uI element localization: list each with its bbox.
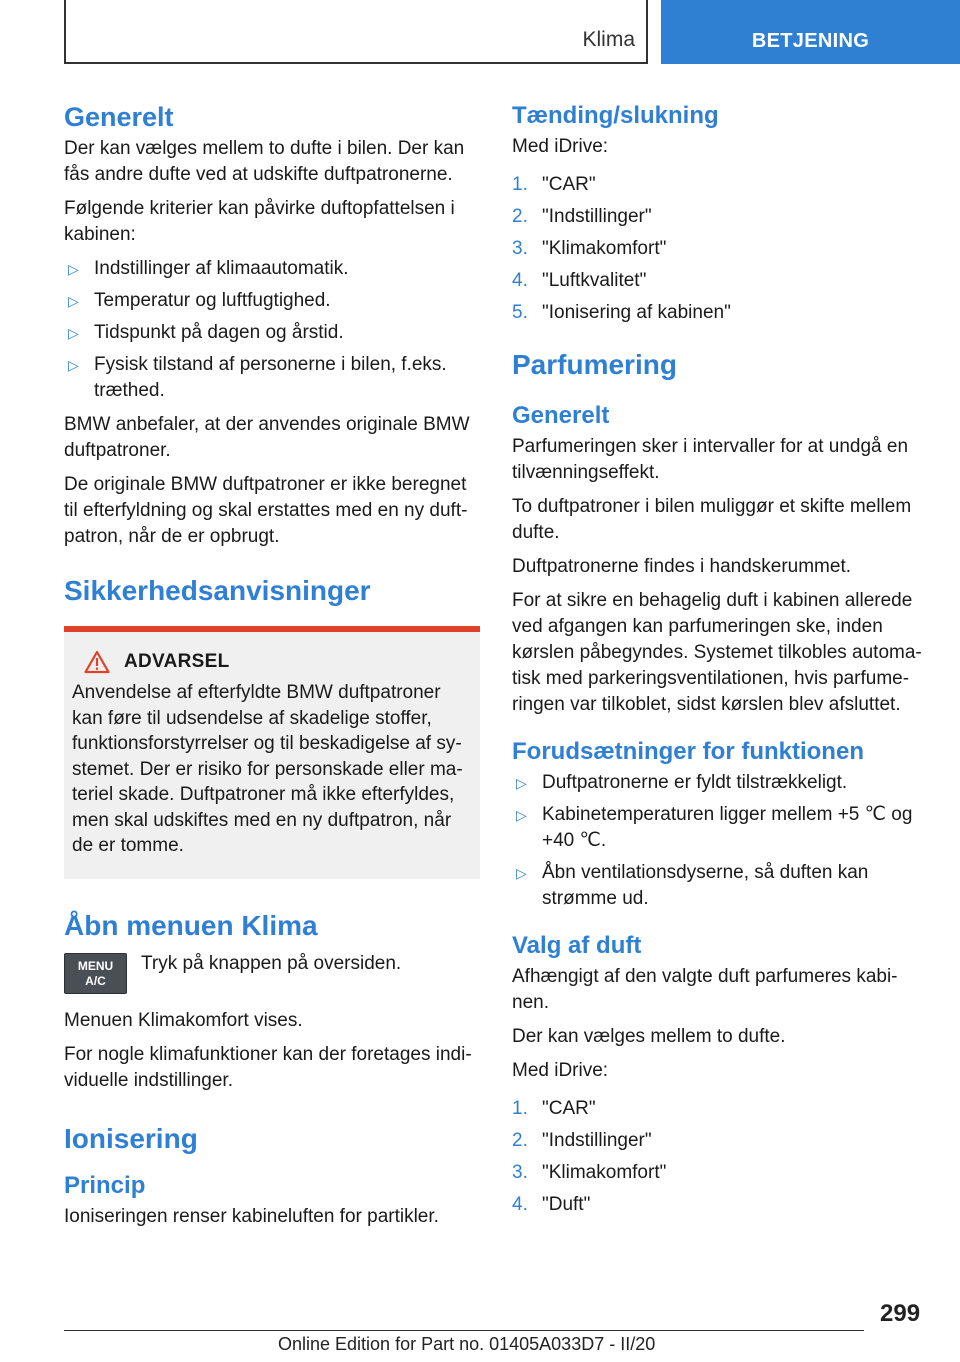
menu-ac-button-icon: MENU A/C [64, 953, 127, 994]
paragraph: Parfumeringen sker i intervaller for at undgå en tilvænningseffekt. [512, 436, 909, 483]
triangle-bullet-icon: ▷ [68, 357, 79, 373]
list-item: ▷ Indstillinger af klimaautomatik. [64, 256, 480, 282]
heading-safety: Sikkerhedsanvisninger [64, 575, 371, 606]
footer-divider [64, 1330, 864, 1331]
paragraph: Der kan vælges mellem to dufte i bilen. Der kan fås andre dufte ved at udskifte duftpatronerne. [64, 138, 465, 185]
warning-header [72, 650, 472, 674]
triangle-bullet-icon: ▷ [516, 807, 527, 823]
list-item: ▷ Kabinetemperaturen ligger mellem +5 ℃ og +40 ℃. [516, 804, 913, 851]
triangle-bullet-icon: ▷ [68, 325, 79, 341]
heading-general: Generelt [64, 102, 174, 132]
heading-principle: Princip [64, 1171, 146, 1199]
triangle-bullet-icon: ▷ [516, 865, 527, 881]
warning-title: ADVARSEL [124, 651, 230, 672]
paragraph: Følgende kriterier kan påvirke duftopfattelsen i kabinen: [64, 198, 455, 245]
footer-edition: Online Edition for Part no. 01405A033D7 - II/20 [278, 1334, 656, 1354]
paragraph: Duftpatronerne findes i handskerummet. [512, 556, 852, 577]
paragraph: Menuen Klimakomfort vises. [64, 1009, 303, 1031]
paragraph: Med iDrive: [512, 1060, 609, 1081]
heading-prerequisites: Forudsætninger for funktionen [512, 738, 864, 765]
paragraph: Afhængigt af den valgte duft parfumeres kabi-nen. [512, 966, 898, 1013]
triangle-bullet-icon: ▷ [516, 775, 527, 791]
header-section-title: Klima [582, 28, 635, 51]
paragraph: De originale BMW duftpatroner er ikke beregnet til efterfyldning og skal erstattes med en ny duft-patron, når de er opbrugt. [64, 474, 468, 547]
menu-instruction-text: Tryk på knappen på oversiden. [141, 952, 402, 974]
list-item: ▷ Tidspunkt på dagen og årstid. [64, 320, 480, 346]
list-item: ▷ Åbn ventilationsdyserne, så duften kan strømme ud. [516, 862, 869, 909]
paragraph: Med iDrive: [512, 136, 609, 157]
header-frame [64, 0, 648, 64]
heading-on-off: Tænding/slukning [512, 102, 719, 129]
heading-perfume: Parfumering [512, 349, 677, 380]
list-item: 4. "Luftkvalitet" [512, 270, 647, 291]
list-item: 2. "Indstillinger" [512, 206, 652, 227]
list-item: 1. "CAR" [512, 174, 596, 195]
menu-instruction [64, 951, 480, 994]
warning-text: Anvendelse af efterfyldte BMW duftpatroner kan føre til udsendelse af skadelige stoffer, funktionsforstyrrelser og til beskadigelse af sy-stemet. Der er risiko for personskade eller ma-teriel skade. Duftpatroner må ikke efterfyldes, men skal udskiftes med en ny duftpatron, når de er tomme. [72, 682, 463, 856]
paragraph: Ioniseringen renser kabineluften for partikler. [64, 1205, 439, 1227]
list-item: 3. "Klimakomfort" [512, 238, 667, 259]
list-item: ▷ Duftpatronerne er fyldt tilstrækkeligt. [512, 770, 932, 796]
criteria-list [64, 256, 480, 404]
paragraph: Der kan vælges mellem to dufte. [512, 1026, 786, 1047]
list-item: 4. "Duft" [512, 1194, 591, 1215]
paragraph: To duftpatroner i bilen muliggør et skifte mellem dufte. [512, 496, 912, 543]
list-item: 1. "CAR" [512, 1098, 596, 1119]
list-item: ▷ Fysisk tilstand af personerne i bilen, f.eks. træthed. [68, 354, 447, 401]
triangle-bullet-icon: ▷ [68, 261, 79, 277]
list-item: 5. "Ionisering af kabinen" [512, 302, 731, 323]
heading-general-perfume: Generelt [512, 402, 610, 429]
warning-box [64, 626, 480, 879]
warning-triangle-icon [84, 650, 110, 674]
paragraph: For at sikre en behagelig duft i kabinen allerede ved afgangen kan parfumeringen ske, inden kørslen påbegyndes. Systemet tilkobles automa-tisk med parkeringsventilationen, hvis parfume-ringen var tilkoblet, sidst kørslen blev afsluttet. [512, 590, 922, 715]
list-item: 3. "Klimakomfort" [512, 1162, 667, 1183]
paragraph: BMW anbefaler, at der anvendes originale BMW duftpatroner. [64, 414, 470, 461]
list-item: 2. "Indstillinger" [512, 1130, 652, 1151]
paragraph: For nogle klimafunktioner kan der foretages indi-viduelle indstillinger. [64, 1043, 472, 1091]
heading-scent-choice: Valg af duft [512, 932, 642, 959]
heading-open-menu: Åbn menuen Klima [64, 909, 318, 941]
right-column [512, 100, 932, 1226]
header-chapter-tab[interactable]: BETJENING [661, 0, 960, 64]
prerequisites-list [512, 770, 932, 912]
triangle-bullet-icon: ▷ [68, 293, 79, 309]
steps-list-onoff [512, 172, 932, 326]
left-column [64, 100, 480, 1238]
steps-list-scent [512, 1096, 932, 1218]
heading-ionisation: Ionisering [64, 1122, 198, 1154]
list-item: ▷ Temperatur og luftfugtighed. [64, 288, 480, 314]
page-number: 299 [880, 1300, 921, 1327]
